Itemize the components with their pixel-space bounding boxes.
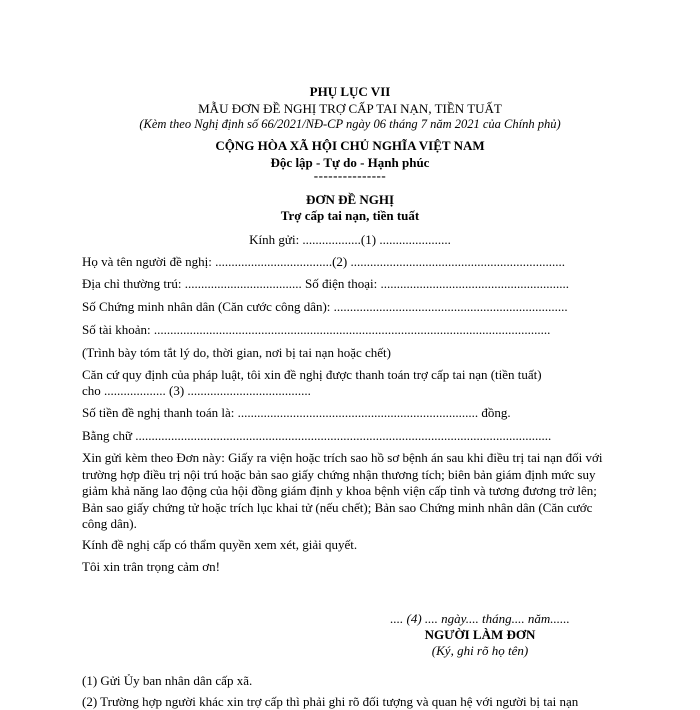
footnote-2: (2) Trường hợp người khác xin trợ cấp thì phải ghi rõ đối tượng và quan hệ với người bị tai nạn (82, 694, 579, 709)
form-title: MẪU ĐƠN ĐỀ NGHỊ TRỢ CẤP TAI NẠN, TIỀN TUẤT (198, 101, 502, 116)
address-phone-field: Địa chỉ thường trú: .................................... Số điện thoại: .......................................................... (82, 276, 569, 291)
circumstances-note: (Trình bày tóm tắt lý do, thời gian, nơi bị tai nạn hoặc chết) (82, 345, 391, 360)
country-name: CỘNG HÒA XÃ HỘI CHỦ NGHĨA VIỆT NAM (215, 138, 485, 153)
appendix-heading: PHỤ LỤC VII (309, 84, 391, 99)
document-title: ĐƠN ĐỀ NGHỊ (305, 192, 395, 207)
header-separator: --------------- (313, 168, 387, 183)
amount-field: Số tiền đề nghị thanh toán là: .......................................................................... đồng. (82, 405, 511, 420)
legal-basis-line-2: cho ................... (3) ...................................... (82, 383, 311, 398)
legal-basis-line-1: Căn cứ quy định của pháp luật, tôi xin đề nghị được thanh toán trợ cấp tai nạn (tiền tuất) (82, 367, 542, 382)
full-name-field: Họ và tên người đề nghị: ....................................(2) .................................................................. (82, 254, 565, 269)
signature-date-line: .... (4) .... ngày.... tháng.... năm...... (390, 611, 570, 626)
amount-in-words-field: Bằng chữ ................................................................................................................................ (82, 428, 552, 443)
decree-note: (Kèm theo Nghị định số 66/2021/NĐ-CP ngày 06 tháng 7 năm 2021 của Chính phủ) (139, 117, 561, 131)
signer-title: NGƯỜI LÀM ĐƠN (424, 627, 536, 642)
id-card-field: Số Chứng minh nhân dân (Căn cước công dân): ........................................................................ (82, 299, 568, 314)
signature-instruction: (Ký, ghi rõ họ tên) (431, 643, 529, 658)
thanks-sentence: Tôi xin trân trọng cảm ơn! (82, 559, 220, 574)
attachments-paragraph: Xin gửi kèm theo Đơn này: Giấy ra viện hoặc trích sao hồ sơ bệnh án sau khi điều trị tai nạn đối với trường hợp điều trị nội trú hoặc bản sao giấy chứng nhận thương tích; biên bản giám định mức suy giảm khả năng lao động của hội đồng giám định y khoa bệnh viện cấp tỉnh và tương đương trở lên; Bản sao giấy chứng tử hoặc trích lục khai tử (nếu chết); Bản sao Chứng minh nhân dân (Căn cước công dân). (82, 450, 603, 531)
request-sentence: Kính đề nghị cấp có thẩm quyền xem xét, giải quyết. (82, 537, 358, 552)
recipient-line: Kính gửi: ..................(1) ...................... (249, 232, 451, 247)
footnote-1: (1) Gửi Ủy ban nhân dân cấp xã. (82, 673, 253, 688)
document-subtitle: Trợ cấp tai nạn, tiền tuất (280, 208, 420, 223)
bank-account-field: Số tài khoản: .......................................................................................................................... (82, 322, 551, 337)
national-motto: Độc lập - Tự do - Hạnh phúc (270, 155, 430, 170)
